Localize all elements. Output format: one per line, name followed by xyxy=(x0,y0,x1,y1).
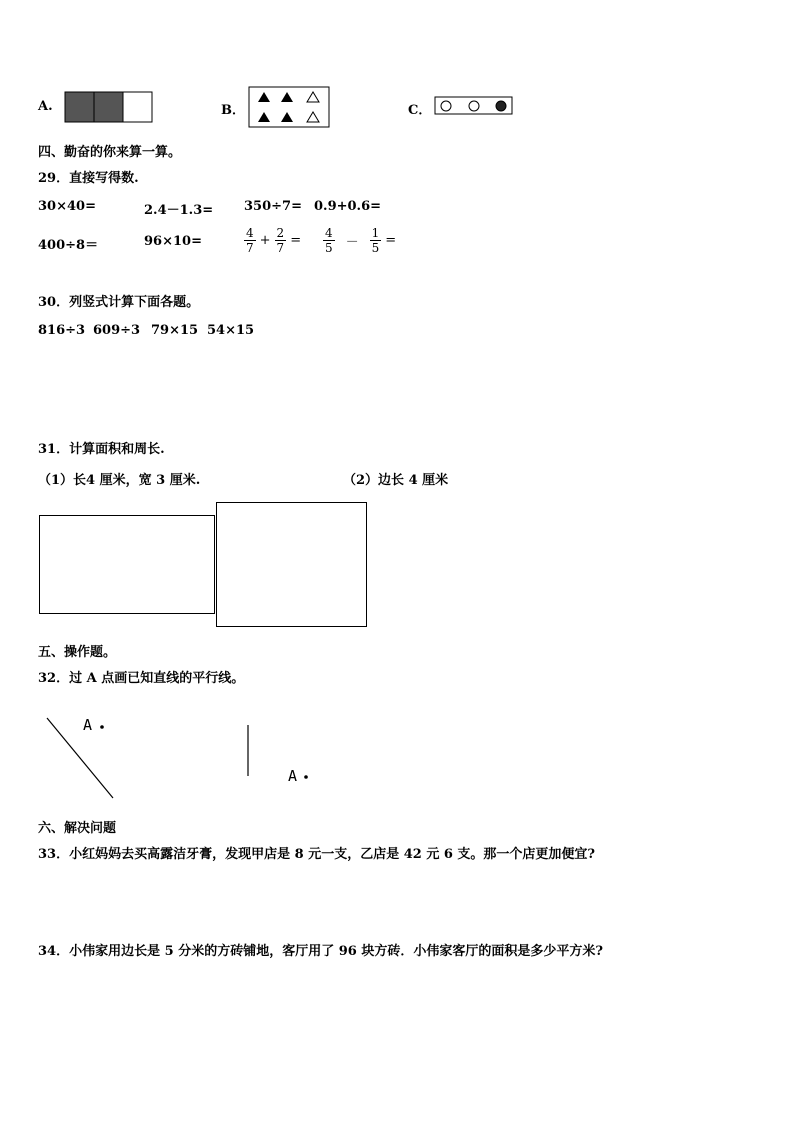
option-b-label: B． xyxy=(221,103,245,118)
rectangle-figure xyxy=(39,515,215,614)
q29-item: 30×40= xyxy=(38,199,96,214)
point-a-label-2: A xyxy=(288,767,298,785)
option-a-label: A. xyxy=(38,99,53,114)
q29-fraction-expression-1: $\frac{4}{7}$ + $\frac{2}{7}$ = xyxy=(246,226,302,255)
bar-part-2 xyxy=(94,92,123,122)
section6-heading: 六、解决问题 xyxy=(38,821,117,836)
q29-item: 0.9+0.6= xyxy=(314,199,382,214)
q30-title: 30．列竖式计算下面各题。 xyxy=(38,295,200,310)
q29-item: 2.4－1.3= xyxy=(144,203,214,218)
q31-part2: （2）边长 4 厘米 xyxy=(343,473,449,488)
circle-filled-icon xyxy=(496,101,506,111)
q29-item: 96×10= xyxy=(144,234,202,249)
point-a-1-dot xyxy=(100,725,104,729)
square-figure xyxy=(216,502,367,627)
q34-text: 34．小伟家用边长是 5 分米的方砖铺地，客厅用了 96 块方砖．小伟家客厅的面积是多少平方米? xyxy=(38,944,603,959)
option-b-triangle-figure xyxy=(248,86,330,128)
option-a-bar-figure xyxy=(64,91,154,123)
q30-item: 79×15 xyxy=(151,323,199,338)
q33-text: 33．小红妈妈去买高露洁牙膏，发现甲店是 8 元一支，乙店是 42 元 6 支。那一个店更加便宜? xyxy=(38,847,596,862)
q30-item: 54×15 xyxy=(207,323,255,338)
point-a-label-1: A xyxy=(83,716,93,734)
section4-heading: 四、勤奋的你来算一算。 xyxy=(38,145,182,160)
point-a-2-dot xyxy=(304,775,308,779)
q29-item: 350÷7= xyxy=(244,199,302,214)
option-c-label: C． xyxy=(408,103,432,118)
q31-title: 31．计算面积和周长. xyxy=(38,442,165,457)
q30-item: 609÷3 xyxy=(93,323,141,338)
circle-empty-icon xyxy=(441,101,451,111)
q31-part1: （1）长4 厘米，宽 3 厘米. xyxy=(38,473,201,488)
q29-fraction-expression-2: $\frac{4}{5}$ － $\frac{1}{5}$ = xyxy=(325,226,397,255)
slanted-line xyxy=(47,718,113,798)
q29-item: 400÷8＝ xyxy=(38,238,99,253)
section5-heading: 五、操作题。 xyxy=(38,645,117,660)
option-c-circle-figure xyxy=(434,96,514,116)
q30-item: 816÷3 xyxy=(38,323,86,338)
q32-title: 32．过 A 点画已知直线的平行线。 xyxy=(38,671,245,686)
bar-part-1 xyxy=(65,92,94,122)
q29-title: 29．直接写得数. xyxy=(38,171,139,186)
bar-part-3 xyxy=(123,92,152,122)
circle-empty-icon xyxy=(469,101,479,111)
